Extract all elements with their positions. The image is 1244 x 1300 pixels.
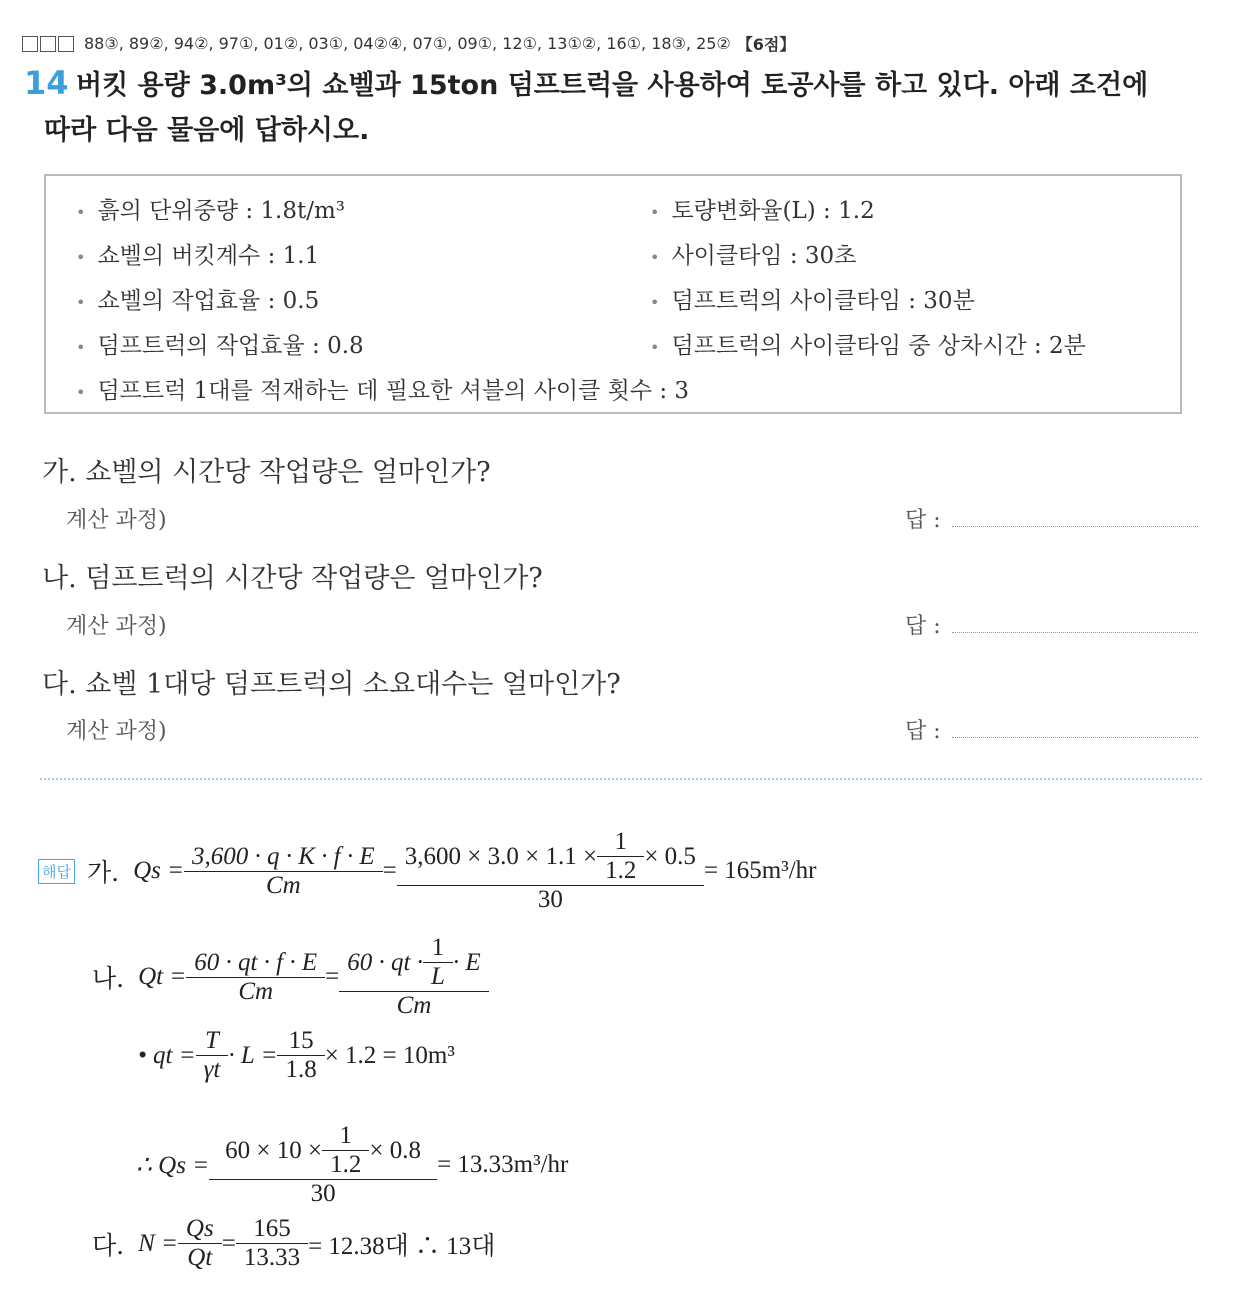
denominator: 30 bbox=[537, 886, 563, 913]
answer-line[interactable] bbox=[952, 632, 1198, 633]
conditions-box bbox=[44, 174, 1182, 414]
denominator: 30 bbox=[310, 1180, 336, 1207]
question-number: 14 bbox=[24, 64, 69, 102]
fraction bbox=[190, 949, 321, 1006]
fraction bbox=[601, 828, 640, 885]
numerator: T bbox=[196, 1027, 229, 1056]
calc-label: 계산 과정) bbox=[66, 719, 167, 744]
calc-label: 계산 과정) bbox=[66, 614, 167, 639]
fraction bbox=[401, 828, 700, 914]
condition: • 덤프트럭의 사이클타임 중 상차시간 : 2분 bbox=[650, 327, 1086, 360]
checkbox[interactable] bbox=[58, 36, 74, 52]
condition: • 토량변화율(L) : 1.2 bbox=[650, 192, 875, 225]
fraction bbox=[182, 1215, 218, 1272]
denominator: 13.33 bbox=[243, 1244, 301, 1271]
denominator: Cm bbox=[265, 871, 301, 899]
fraction bbox=[213, 1122, 433, 1208]
numerator: 165 bbox=[236, 1215, 308, 1244]
fraction bbox=[281, 1027, 320, 1084]
question-text-2: 따라 다음 물음에 답하시오. bbox=[44, 115, 370, 146]
fraction bbox=[200, 1027, 225, 1084]
numerator: 1 bbox=[423, 934, 453, 963]
label: 가. bbox=[86, 858, 120, 887]
question-text: 버킷 용량 3.0m³의 쇼벨과 15ton 덤프트럭을 사용하여 토공사를 하고 있다. 아래 조건에 bbox=[76, 70, 1149, 101]
term: 3,600 × 3.0 × 1.1 × bbox=[404, 842, 598, 870]
equals: = bbox=[382, 857, 397, 884]
condition: • 흙의 단위중량 : 1.8t/m³ bbox=[76, 192, 345, 225]
condition: • 사이클타임 : 30초 bbox=[650, 237, 856, 270]
answer-line[interactable] bbox=[952, 526, 1198, 527]
condition: • 쇼벨의 작업효율 : 0.5 bbox=[76, 282, 319, 315]
answer-label: 답 : bbox=[905, 614, 941, 639]
lhs: Qs = bbox=[133, 857, 184, 884]
exam-history: 88③, 89②, 94②, 97①, 01②, 03①, 04②④, 07①, 09①, 12①, 13①②, 16①, 18③, 25② bbox=[84, 34, 731, 53]
fraction bbox=[240, 1215, 304, 1272]
denominator: Cm bbox=[238, 977, 274, 1005]
term: · E bbox=[452, 948, 481, 976]
lhs: Qt = bbox=[138, 963, 187, 990]
numerator: Qs bbox=[178, 1215, 222, 1244]
points: 【6점】 bbox=[736, 35, 796, 54]
fraction bbox=[343, 934, 484, 1020]
denominator: γt bbox=[203, 1056, 221, 1083]
question-history bbox=[22, 32, 795, 55]
numerator: 60 · qt · f · E bbox=[186, 949, 325, 978]
denominator: Qt bbox=[187, 1244, 213, 1271]
result: × 1.2 = 10m³ bbox=[324, 1041, 455, 1069]
condition: • 덤프트럭 1대를 적재하는 데 필요한 셔블의 사이클 횟수 : 3 bbox=[76, 372, 689, 405]
label: 나. bbox=[92, 964, 125, 993]
denominator: 1.8 bbox=[285, 1056, 317, 1083]
denominator: 1.2 bbox=[330, 1151, 362, 1178]
equals: = bbox=[221, 1229, 236, 1257]
label: 다. bbox=[92, 1230, 125, 1260]
denominator: L bbox=[430, 963, 445, 990]
term: × 0.8 bbox=[369, 1136, 421, 1164]
checkbox[interactable] bbox=[40, 36, 56, 52]
fraction bbox=[188, 843, 379, 900]
condition: • 덤프트럭의 작업효율 : 0.8 bbox=[76, 327, 364, 360]
condition: • 쇼벨의 버킷계수 : 1.1 bbox=[76, 237, 319, 270]
fraction bbox=[326, 1122, 365, 1179]
denominator: 1.2 bbox=[605, 857, 637, 884]
lhs: • qt = bbox=[138, 1041, 196, 1069]
condition: • 덤프트럭의 사이클타임 : 30분 bbox=[650, 282, 975, 315]
calc-label: 계산 과정) bbox=[66, 508, 167, 533]
lhs: ∴ Qs = bbox=[136, 1152, 210, 1179]
term: × 0.5 bbox=[644, 842, 696, 870]
subquestion-da: 다. 쇼벨 1대당 덤프트럭의 소요대수는 얼마인가? bbox=[42, 669, 621, 700]
answer-line[interactable] bbox=[952, 737, 1198, 738]
subquestion-ga: 가. 쇼벨의 시간당 작업량은 얼마인가? bbox=[42, 457, 491, 488]
checkbox[interactable] bbox=[22, 36, 38, 52]
result: = 13.33m³/hr bbox=[437, 1151, 569, 1178]
solution-badge: 해답 bbox=[38, 859, 75, 884]
result: = 165m³/hr bbox=[703, 857, 817, 884]
answer-label: 답 : bbox=[905, 719, 941, 744]
solution-da bbox=[92, 1206, 495, 1281]
result: = 12.38대 ∴ 13대 bbox=[308, 1232, 496, 1260]
denominator: Cm bbox=[396, 992, 432, 1019]
divider bbox=[40, 778, 1202, 780]
lhs: N = bbox=[138, 1229, 178, 1257]
numerator: 15 bbox=[277, 1027, 324, 1056]
fraction bbox=[427, 934, 449, 991]
answer-label: 답 : bbox=[905, 508, 941, 533]
term: 60 × 10 × bbox=[225, 1136, 323, 1164]
term: · L = bbox=[228, 1041, 278, 1069]
numerator: 3,600 · q · K · f · E bbox=[184, 843, 383, 872]
numerator: 1 bbox=[322, 1122, 369, 1151]
solution-qt bbox=[138, 1018, 455, 1093]
numerator: 1 bbox=[597, 828, 644, 857]
subquestion-na: 나. 덤프트럭의 시간당 작업량은 얼마인가? bbox=[42, 563, 543, 594]
term: 60 · qt · bbox=[347, 948, 423, 976]
equals: = bbox=[325, 963, 340, 990]
